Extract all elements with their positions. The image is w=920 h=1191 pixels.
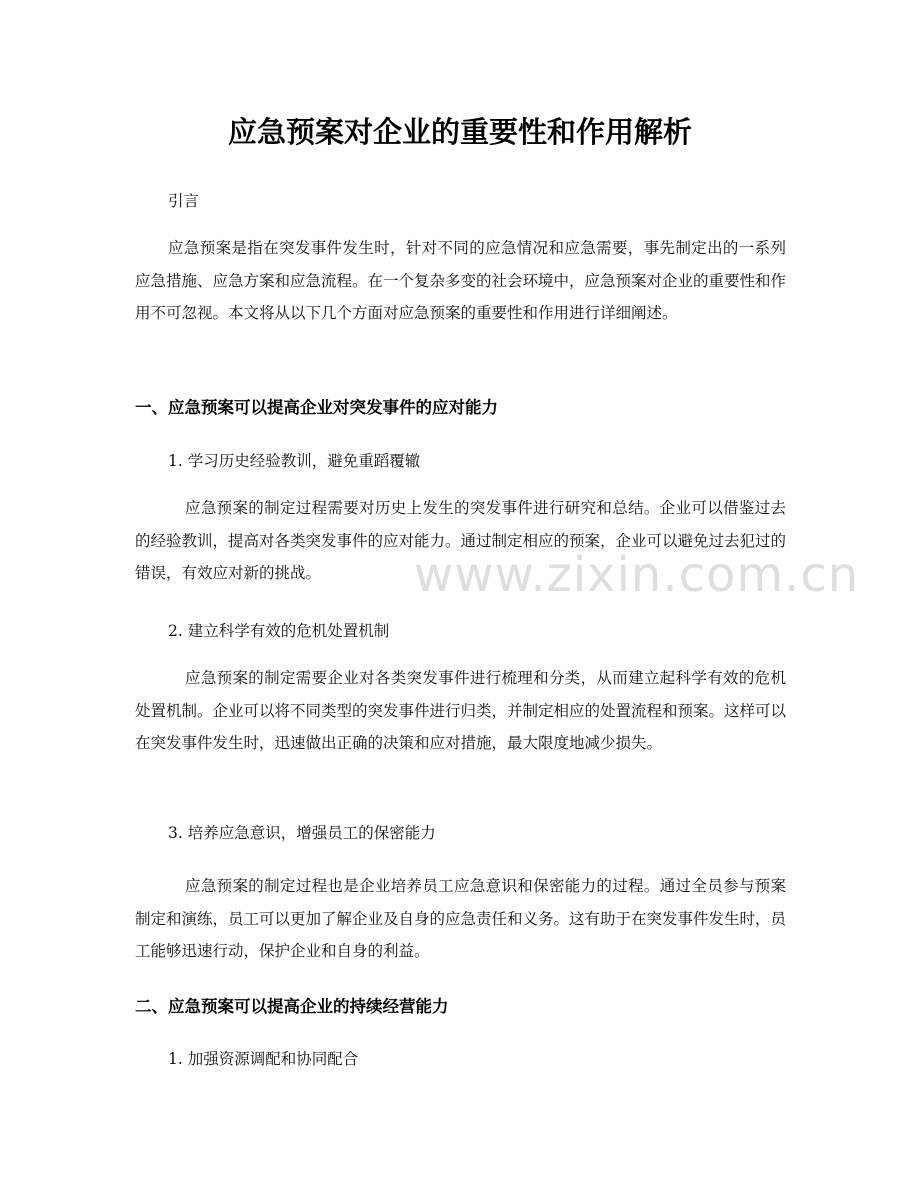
intro-label: 引言 — [168, 192, 200, 210]
section-1-item-2-label: 2. 建立科学有效的危机处置机制 — [168, 622, 390, 640]
section-1-item-1-text: 应急预案的制定过程需要对历史上发生的突发事件进行研究和总结。企业可以借鉴过去的经验教训，提高对各类突发事件的应对能力。通过制定相应的预案，企业可以避免过去犯过的错误，有效应对新的挑战。 — [135, 499, 787, 582]
section-1-item-1-label: 1. 学习历史经验教训，避免重蹈覆辙 — [168, 452, 421, 470]
section-1-heading: 一、应急预案可以提高企业对突发事件的应对能力 — [135, 398, 498, 417]
watermark: www.zixin.com.cn — [414, 547, 860, 603]
document-title: 应急预案对企业的重要性和作用解析 — [227, 115, 692, 149]
section-2-heading: 二、应急预案可以提高企业的持续经营能力 — [135, 997, 449, 1016]
section-1-item-2-text: 应急预案的制定需要企业对各类突发事件进行梳理和分类，从而建立起科学有效的危机处置机制。企业可以将不同类型的突发事件进行归类，并制定相应的处置流程和预案。这样可以在突发事件发生时，迅速做出正确的决策和应对措施，最大限度地减少损失。 — [135, 669, 787, 752]
section-1-item-3-label: 3. 培养应急意识，增强员工的保密能力 — [168, 824, 436, 842]
section-1-item-3-text: 应急预案的制定过程也是企业培养员工应急意识和保密能力的过程。通过全员参与预案制定和演练，员工可以更加了解企业及自身的应急责任和义务。这有助于在突发事件发生时，员工能够迅速行动，保护企业和自身的利益。 — [135, 877, 787, 960]
intro-paragraph: 应急预案是指在突发事件发生时，针对不同的应急情况和应急需要，事先制定出的一系列应急措施、应急方案和应急流程。在一个复杂多变的社会环境中，应急预案对企业的重要性和作用不可忽视。本文将从以下几个方面对应急预案的重要性和作用进行详细阐述。 — [135, 239, 787, 322]
section-2-item-1-label: 1. 加强资源调配和协同配合 — [168, 1050, 359, 1068]
